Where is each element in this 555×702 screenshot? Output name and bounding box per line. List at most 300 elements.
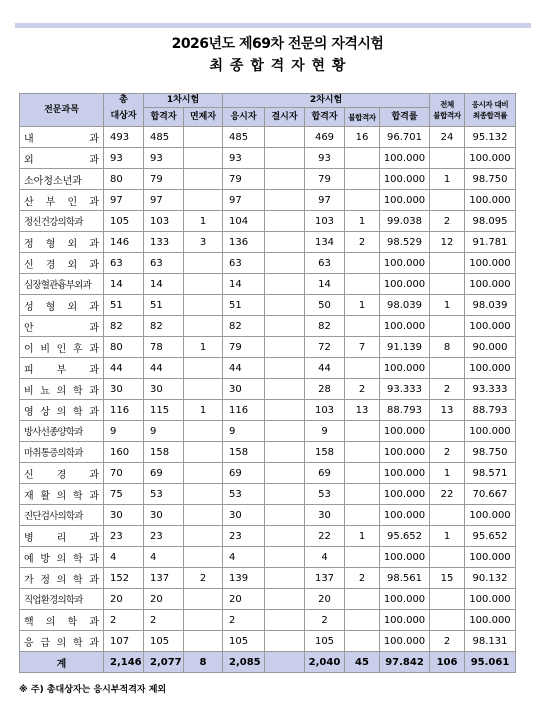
specialty-cell: [20, 589, 104, 610]
table-cell: 30: [223, 505, 265, 526]
table-cell: [265, 190, 305, 211]
table-cell: 2: [430, 442, 465, 463]
total-label: 계: [20, 652, 104, 673]
table-cell: 90.132: [465, 568, 516, 589]
table-cell: 91.139: [380, 337, 430, 358]
table-cell: 44: [223, 358, 265, 379]
table-cell: 1: [345, 295, 380, 316]
table-cell: [265, 484, 305, 505]
table-cell: [184, 148, 223, 169]
table-cell: 7: [345, 337, 380, 358]
table-cell: 1: [184, 337, 223, 358]
table-cell: [430, 148, 465, 169]
table-cell: 1: [430, 526, 465, 547]
table-cell: 93: [144, 148, 184, 169]
specialty-name: 이 비 인 후 과: [24, 343, 99, 355]
table-cell: 82: [144, 316, 184, 337]
header-round2-pass: 합격자: [305, 108, 345, 127]
total-cell: 45: [345, 652, 380, 673]
table-cell: 158: [223, 442, 265, 463]
specialty-name: 재 활 의 학 과: [24, 490, 99, 502]
specialty-cell: [20, 400, 104, 421]
table-cell: 469: [305, 127, 345, 148]
table-cell: 69: [223, 463, 265, 484]
table-cell: [184, 379, 223, 400]
table-cell: 105: [305, 631, 345, 652]
table-cell: 97: [223, 190, 265, 211]
table-cell: [345, 316, 380, 337]
table-cell: 160: [104, 442, 144, 463]
table-cell: [265, 631, 305, 652]
specialty-cell: [20, 232, 104, 253]
table-cell: [265, 211, 305, 232]
table-cell: [345, 169, 380, 190]
table-cell: [345, 358, 380, 379]
table-cell: 134: [305, 232, 345, 253]
table-cell: [265, 589, 305, 610]
table-cell: [184, 358, 223, 379]
table-cell: 97: [144, 190, 184, 211]
table-row: [20, 274, 516, 295]
table-cell: 63: [223, 253, 265, 274]
table-cell: 13: [430, 400, 465, 421]
table-cell: 100.000: [380, 631, 430, 652]
table-cell: 23: [144, 526, 184, 547]
table-cell: 70: [104, 463, 144, 484]
total-cell: 2,077: [144, 652, 184, 673]
table-cell: 93.333: [465, 379, 516, 400]
specialty-cell: [20, 211, 104, 232]
table-row: [20, 505, 516, 526]
table-cell: 98.529: [380, 232, 430, 253]
table-cell: [184, 421, 223, 442]
specialty-cell: [20, 358, 104, 379]
table-cell: [345, 190, 380, 211]
table-row: [20, 379, 516, 400]
table-cell: 2: [430, 211, 465, 232]
table-cell: 158: [305, 442, 345, 463]
table-cell: 79: [223, 337, 265, 358]
table-cell: [265, 421, 305, 442]
table-cell: 79: [305, 169, 345, 190]
results-table: [19, 93, 516, 673]
table-cell: 100.000: [380, 589, 430, 610]
specialty-cell: [20, 631, 104, 652]
table-row: [20, 232, 516, 253]
table-cell: 88.793: [465, 400, 516, 421]
specialty-name: 산 부 인 과: [24, 196, 99, 208]
table-row: [20, 358, 516, 379]
table-row: [20, 463, 516, 484]
table-row: [20, 169, 516, 190]
table-cell: [184, 274, 223, 295]
table-cell: 105: [223, 631, 265, 652]
specialty-name: 소아청소년과: [24, 175, 82, 187]
specialty-cell: [20, 190, 104, 211]
table-cell: 90.000: [465, 337, 516, 358]
specialty-cell: [20, 148, 104, 169]
table-cell: [265, 274, 305, 295]
table-cell: 78: [144, 337, 184, 358]
specialty-cell: [20, 274, 104, 295]
table-cell: 80: [104, 337, 144, 358]
specialty-name: 방사선종양학과: [24, 427, 83, 438]
header-round2-absent: 결시자: [265, 108, 305, 127]
table-cell: 1: [430, 463, 465, 484]
table-cell: 100.000: [380, 421, 430, 442]
table-cell: 100.000: [380, 442, 430, 463]
table-cell: 4: [104, 547, 144, 568]
specialty-cell: [20, 463, 104, 484]
table-cell: 107: [104, 631, 144, 652]
table-cell: 22: [430, 484, 465, 505]
table-cell: [345, 610, 380, 631]
table-row: [20, 400, 516, 421]
table-cell: 8: [430, 337, 465, 358]
table-cell: [184, 631, 223, 652]
table-cell: 30: [305, 505, 345, 526]
table-cell: 100.000: [380, 316, 430, 337]
table-cell: [430, 316, 465, 337]
title-divider: [15, 23, 531, 28]
table-cell: 100.000: [465, 589, 516, 610]
table-cell: 104: [223, 211, 265, 232]
table-cell: [184, 610, 223, 631]
table-cell: 96.701: [380, 127, 430, 148]
specialty-name: 심장혈관흉부외과: [24, 280, 92, 291]
specialty-name: 핵 의 학 과: [24, 616, 99, 628]
table-cell: [265, 232, 305, 253]
total-row: [20, 652, 516, 673]
table-cell: [345, 547, 380, 568]
table-cell: 1: [184, 400, 223, 421]
table-cell: 2: [345, 232, 380, 253]
table-cell: [345, 274, 380, 295]
table-row: [20, 211, 516, 232]
table-row: [20, 337, 516, 358]
table-row: [20, 253, 516, 274]
table-cell: 98.131: [465, 631, 516, 652]
table-cell: [345, 631, 380, 652]
table-cell: 100.000: [380, 358, 430, 379]
table-cell: 116: [223, 400, 265, 421]
specialty-cell: [20, 169, 104, 190]
table-cell: 103: [144, 211, 184, 232]
specialty-name: 내 과: [24, 133, 99, 145]
table-cell: [184, 127, 223, 148]
table-row: [20, 484, 516, 505]
table-cell: 14: [305, 274, 345, 295]
table-cell: 100.000: [465, 316, 516, 337]
table-cell: 4: [144, 547, 184, 568]
table-cell: 51: [223, 295, 265, 316]
header-round1-pass: 합격자: [144, 108, 184, 127]
table-cell: 91.781: [465, 232, 516, 253]
table-row: [20, 547, 516, 568]
table-cell: 100.000: [465, 190, 516, 211]
table-cell: [345, 505, 380, 526]
specialty-name: 영 상 의 학 과: [24, 406, 99, 418]
table-cell: 69: [305, 463, 345, 484]
table-cell: 95.652: [380, 526, 430, 547]
specialty-cell: [20, 295, 104, 316]
table-cell: 12: [430, 232, 465, 253]
table-cell: 115: [144, 400, 184, 421]
specialty-cell: [20, 379, 104, 400]
table-row: [20, 568, 516, 589]
table-cell: 2: [223, 610, 265, 631]
table-cell: 98.039: [465, 295, 516, 316]
table-cell: [184, 295, 223, 316]
table-cell: [265, 169, 305, 190]
table-cell: 63: [305, 253, 345, 274]
table-cell: 72: [305, 337, 345, 358]
table-cell: 137: [305, 568, 345, 589]
table-cell: 136: [223, 232, 265, 253]
total-cell: 8: [184, 652, 223, 673]
specialty-cell: [20, 442, 104, 463]
table-cell: 100.000: [380, 505, 430, 526]
table-cell: [345, 463, 380, 484]
specialty-name: 병 리 과: [24, 532, 99, 544]
table-row: [20, 589, 516, 610]
table-cell: 88.793: [380, 400, 430, 421]
specialty-cell: [20, 484, 104, 505]
table-cell: [184, 547, 223, 568]
table-row: [20, 295, 516, 316]
specialty-name: 정 형 외 과: [24, 238, 99, 250]
specialty-name: 정신건강의학과: [24, 217, 83, 228]
total-cell: 2,040: [305, 652, 345, 673]
table-cell: [184, 442, 223, 463]
table-cell: [265, 316, 305, 337]
table-cell: 70.667: [465, 484, 516, 505]
specialty-cell: [20, 127, 104, 148]
table-cell: 98.750: [465, 442, 516, 463]
table-cell: [430, 589, 465, 610]
table-row: [20, 631, 516, 652]
page-subtitle: 최 종 합 격 자 현 황: [209, 58, 346, 74]
header-round2-fail: 불합격자: [345, 108, 380, 127]
table-cell: 16: [345, 127, 380, 148]
table-cell: 30: [104, 505, 144, 526]
specialty-cell: [20, 316, 104, 337]
table-cell: 2: [430, 379, 465, 400]
table-cell: 133: [144, 232, 184, 253]
table-cell: 9: [104, 421, 144, 442]
table-cell: 1: [184, 211, 223, 232]
table-row: [20, 610, 516, 631]
table-cell: 30: [144, 379, 184, 400]
table-cell: 22: [305, 526, 345, 547]
table-cell: 20: [144, 589, 184, 610]
header-specialty: 전문과목: [20, 94, 104, 127]
table-cell: 30: [104, 379, 144, 400]
header-pass-rate: 합격률: [380, 108, 430, 127]
table-cell: 20: [104, 589, 144, 610]
specialty-cell: [20, 337, 104, 358]
table-cell: 95.132: [465, 127, 516, 148]
page-title: 2026년도 제69차 전문의 자격시험: [171, 36, 384, 52]
table-row: [20, 190, 516, 211]
table-cell: 100.000: [380, 169, 430, 190]
table-cell: [265, 610, 305, 631]
table-cell: 51: [144, 295, 184, 316]
table-cell: [265, 505, 305, 526]
table-cell: 139: [223, 568, 265, 589]
table-cell: [184, 169, 223, 190]
table-cell: 98.095: [465, 211, 516, 232]
table-cell: [184, 484, 223, 505]
table-cell: 1: [345, 211, 380, 232]
header-final-rate: 응시자 대비 최종합격률: [465, 94, 516, 127]
table-cell: 100.000: [465, 421, 516, 442]
table-cell: [265, 148, 305, 169]
table-cell: 493: [104, 127, 144, 148]
table-cell: 23: [223, 526, 265, 547]
table-cell: 100.000: [380, 463, 430, 484]
table-cell: 100.000: [465, 505, 516, 526]
table-cell: [430, 358, 465, 379]
table-cell: [265, 442, 305, 463]
table-cell: [184, 526, 223, 547]
table-cell: 24: [430, 127, 465, 148]
header-total-fail: 전체 불합격자: [430, 94, 465, 127]
table-cell: [430, 505, 465, 526]
table-cell: 1: [345, 526, 380, 547]
table-cell: [345, 589, 380, 610]
specialty-name: 진단검사의학과: [24, 511, 83, 522]
table-cell: [184, 253, 223, 274]
table-cell: 93.333: [380, 379, 430, 400]
table-cell: [345, 421, 380, 442]
table-cell: [184, 316, 223, 337]
table-cell: 1: [430, 295, 465, 316]
table-cell: [430, 253, 465, 274]
table-cell: 51: [104, 295, 144, 316]
table-cell: 14: [144, 274, 184, 295]
table-cell: 93: [305, 148, 345, 169]
specialty-cell: [20, 526, 104, 547]
table-cell: 14: [223, 274, 265, 295]
table-cell: 69: [144, 463, 184, 484]
header-total-bottom: 대상자: [104, 108, 144, 127]
header-round2: 2차시험: [223, 94, 430, 108]
specialty-cell: [20, 547, 104, 568]
table-cell: 2: [345, 379, 380, 400]
table-cell: 105: [104, 211, 144, 232]
header-total-top: 총: [104, 94, 144, 108]
table-cell: [184, 589, 223, 610]
table-cell: 9: [223, 421, 265, 442]
table-cell: 53: [144, 484, 184, 505]
specialty-name: 안 과: [24, 322, 99, 334]
table-cell: 82: [104, 316, 144, 337]
table-cell: 79: [223, 169, 265, 190]
table-cell: [265, 358, 305, 379]
total-cell: 97.842: [380, 652, 430, 673]
table-cell: [265, 337, 305, 358]
table-cell: 485: [144, 127, 184, 148]
table-cell: 137: [144, 568, 184, 589]
table-cell: 95.652: [465, 526, 516, 547]
table-row: [20, 148, 516, 169]
table-cell: 14: [104, 274, 144, 295]
table-cell: [430, 421, 465, 442]
total-cell: [265, 652, 305, 673]
table-cell: [265, 127, 305, 148]
table-cell: 98.039: [380, 295, 430, 316]
table-body: [20, 127, 516, 673]
table-cell: [345, 253, 380, 274]
table-cell: 2: [430, 631, 465, 652]
total-cell: 95.061: [465, 652, 516, 673]
table-cell: [345, 484, 380, 505]
table-cell: 100.000: [380, 484, 430, 505]
table-cell: 93: [223, 148, 265, 169]
table-cell: 100.000: [380, 274, 430, 295]
table-cell: 50: [305, 295, 345, 316]
table-cell: 116: [104, 400, 144, 421]
table-cell: [430, 274, 465, 295]
table-cell: 53: [305, 484, 345, 505]
table-cell: [265, 463, 305, 484]
table-row: [20, 316, 516, 337]
total-cell: 2,146: [104, 652, 144, 673]
specialty-name: 가 정 의 학 과: [24, 574, 99, 586]
table-cell: 100.000: [465, 253, 516, 274]
table-cell: 105: [144, 631, 184, 652]
table-cell: [265, 400, 305, 421]
total-cell: 106: [430, 652, 465, 673]
specialty-name: 직업환경의학과: [24, 595, 83, 606]
table-cell: 28: [305, 379, 345, 400]
specialty-name: 신 경 외 과: [24, 259, 99, 271]
table-cell: 485: [223, 127, 265, 148]
table-cell: 100.000: [465, 148, 516, 169]
table-cell: 146: [104, 232, 144, 253]
table-cell: 80: [104, 169, 144, 190]
table-cell: 100.000: [465, 274, 516, 295]
table-cell: [430, 547, 465, 568]
table-cell: 3: [184, 232, 223, 253]
table-cell: 100.000: [380, 547, 430, 568]
table-cell: [265, 568, 305, 589]
specialty-name: 비 뇨 의 학 과: [24, 385, 99, 397]
table-cell: [265, 253, 305, 274]
specialty-name: 피 부 과: [24, 364, 99, 376]
table-cell: 63: [144, 253, 184, 274]
table-cell: [184, 190, 223, 211]
table-cell: 23: [104, 526, 144, 547]
header-round1-exempt: 면제자: [184, 108, 223, 127]
table-cell: 44: [144, 358, 184, 379]
table-cell: 100.000: [465, 610, 516, 631]
table-cell: [345, 148, 380, 169]
table-cell: 158: [144, 442, 184, 463]
specialty-cell: [20, 568, 104, 589]
table-cell: 103: [305, 211, 345, 232]
table-row: [20, 421, 516, 442]
table-cell: 93: [104, 148, 144, 169]
total-cell: 2,085: [223, 652, 265, 673]
table-cell: 4: [305, 547, 345, 568]
table-cell: 2: [184, 568, 223, 589]
table-cell: 2: [104, 610, 144, 631]
table-cell: [265, 526, 305, 547]
table-cell: 79: [144, 169, 184, 190]
table-cell: [430, 190, 465, 211]
